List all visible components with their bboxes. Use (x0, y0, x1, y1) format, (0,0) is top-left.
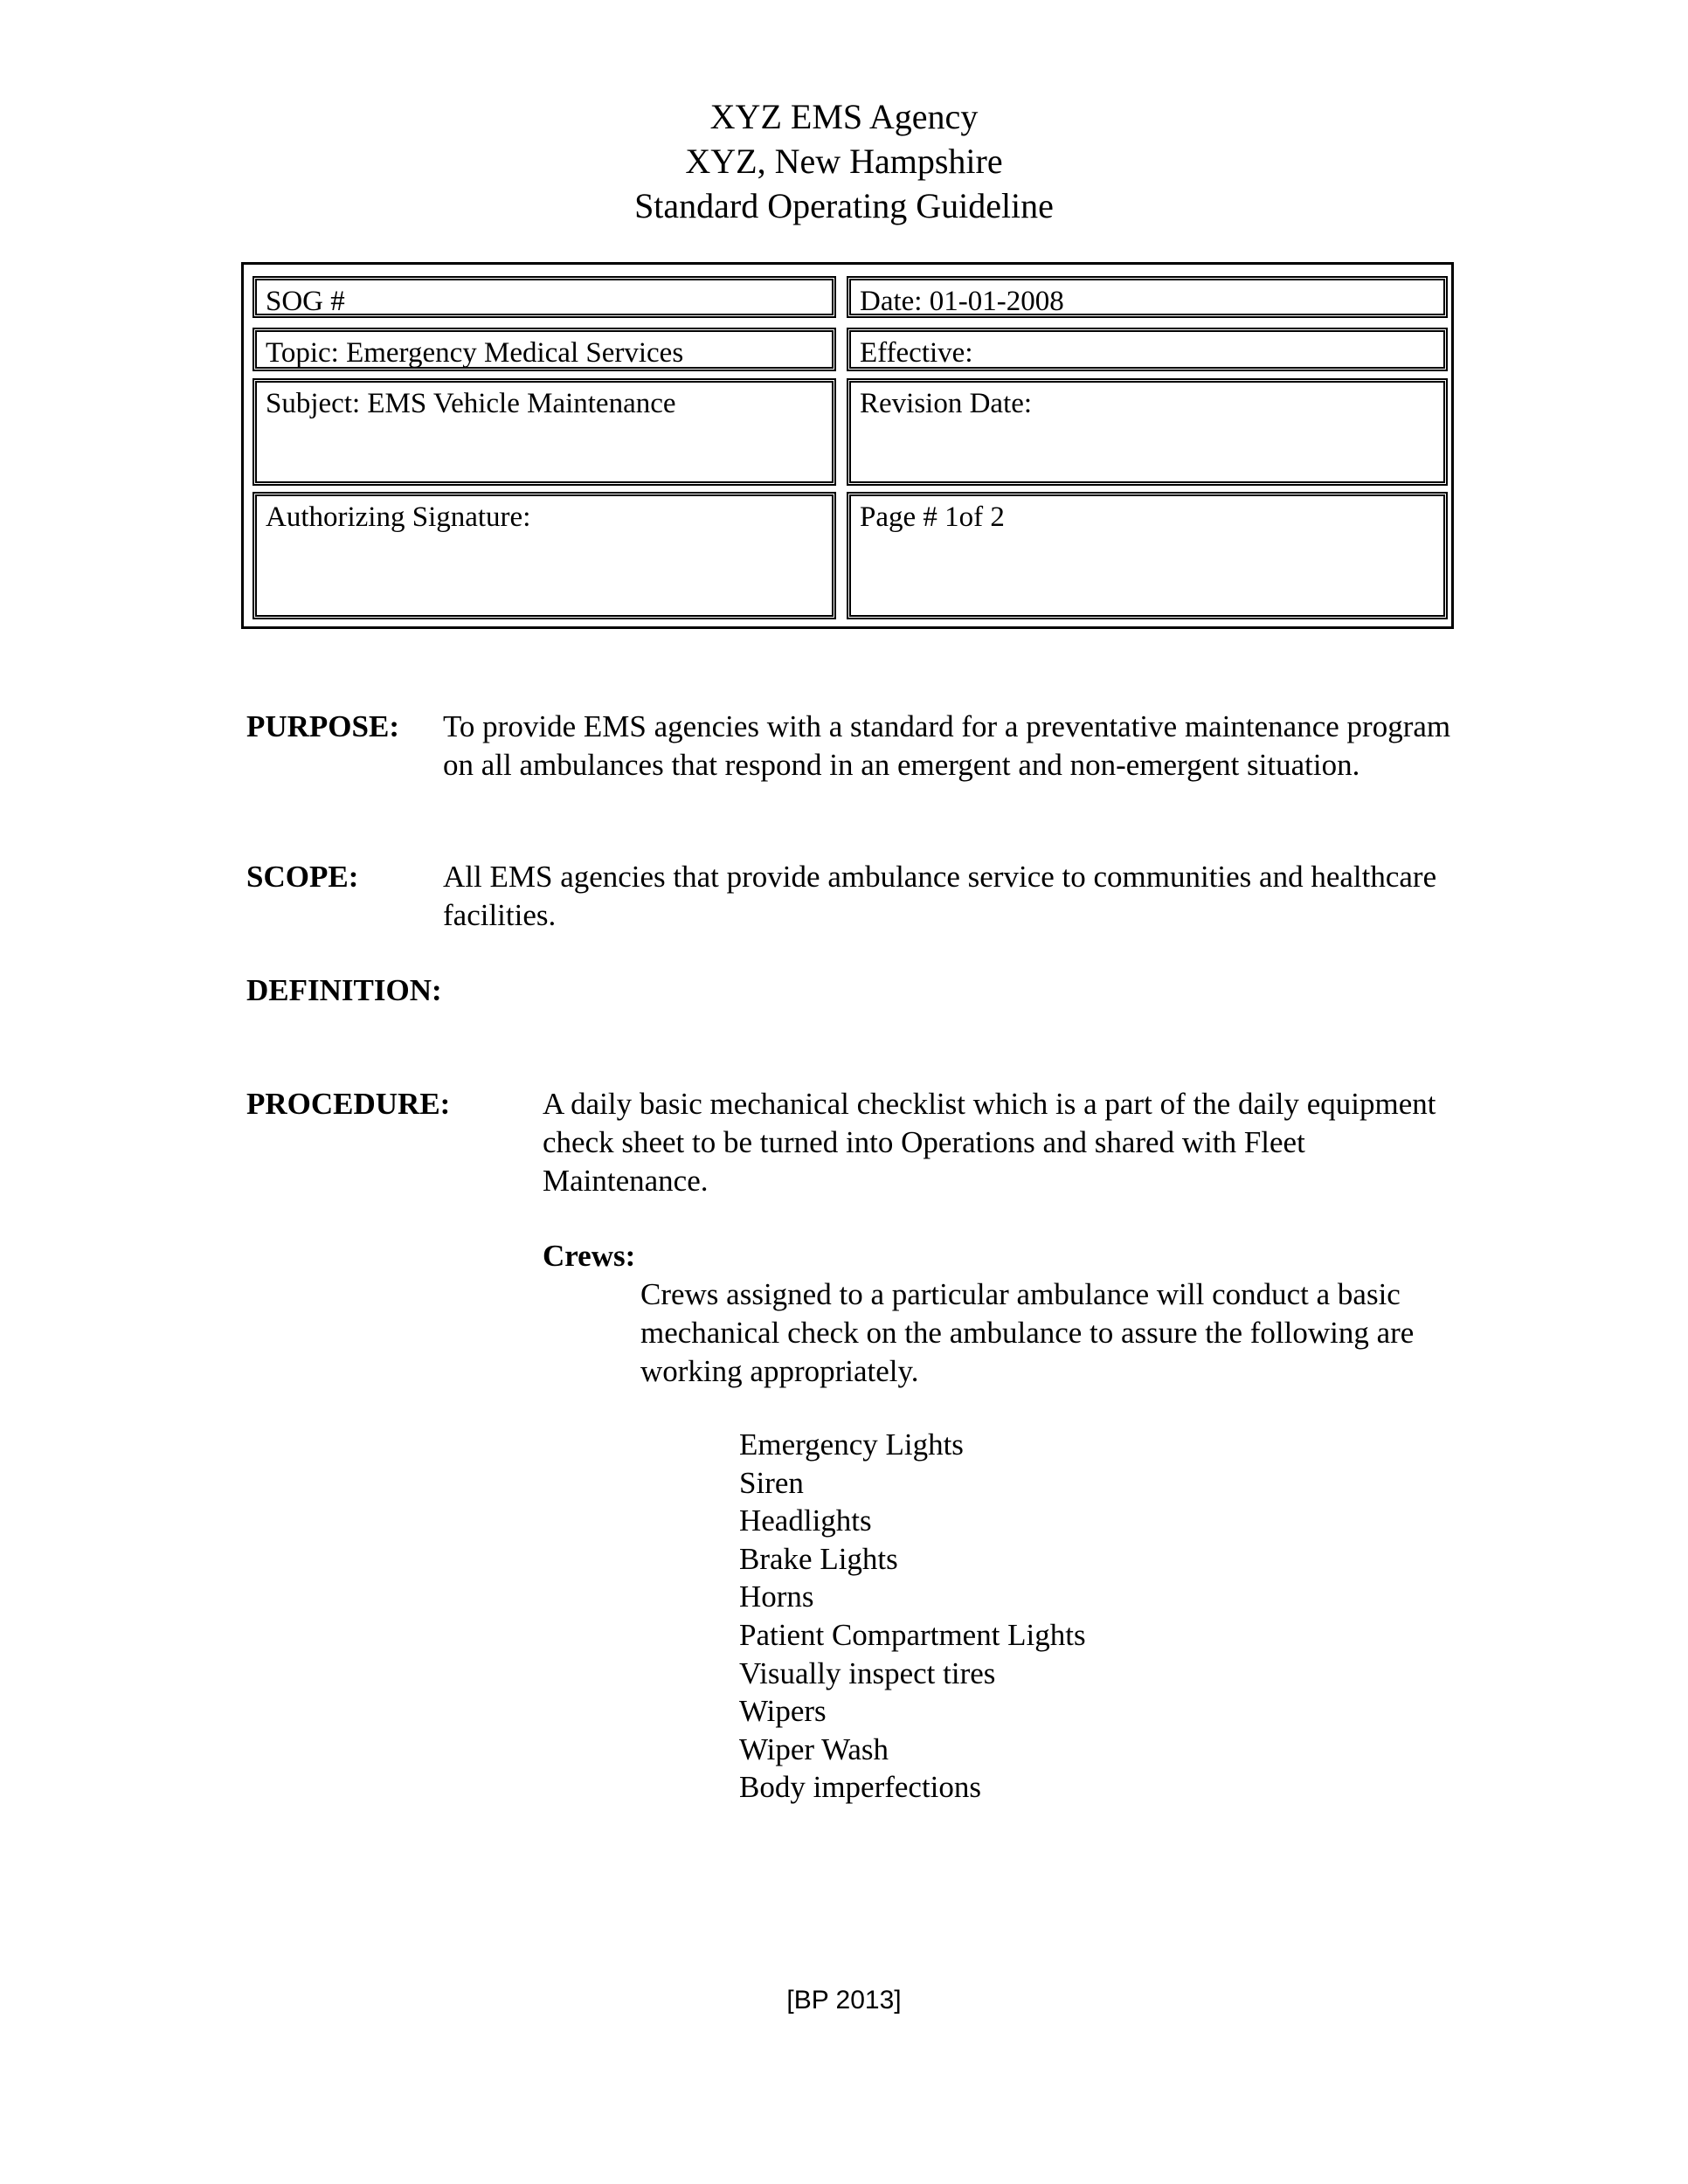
purpose-text: To provide EMS agencies with a standard for a preventative maintenance program on all ambulances that respond in an emergent and non-emergent situation. (443, 709, 1451, 782)
subject-cell: Subject: EMS Vehicle Maintenance (253, 378, 836, 486)
footer-note: [BP 2013] (786, 1986, 902, 2015)
list-item: Siren (739, 1465, 804, 1500)
list-item: Patient Compartment Lights (739, 1617, 1086, 1652)
revision-date-cell: Revision Date: (847, 378, 1448, 486)
list-item: Emergency Lights (739, 1427, 964, 1462)
scope-text: All EMS agencies that provide ambulance service to communities and healthcare facilities. (443, 860, 1437, 932)
topic-cell: Topic: Emergency Medical Services (253, 328, 836, 371)
date-cell: Date: 01-01-2008 (847, 276, 1448, 318)
list-item: Brake Lights (739, 1541, 898, 1576)
sog-number-cell: SOG # (253, 276, 836, 318)
effective-cell: Effective: (847, 328, 1448, 371)
list-item: Wipers (739, 1694, 827, 1729)
agency-name: XYZ EMS Agency (709, 97, 979, 136)
list-item: Headlights (739, 1503, 872, 1538)
purpose-label: PURPOSE: (246, 709, 399, 743)
procedure-text: A daily basic mechanical checklist which is a part of the daily equipment check sheet to be turned into Operations and shared with Fleet Maintenance. (543, 1087, 1436, 1198)
list-item: Body imperfections (739, 1770, 982, 1805)
mechanical-checklist (739, 1426, 1086, 1807)
list-item: Wiper Wash (739, 1731, 889, 1766)
definition-label: DEFINITION: (246, 973, 442, 1007)
crews-label: Crews: (543, 1239, 636, 1273)
page-number-cell: Page # 1of 2 (847, 492, 1448, 619)
agency-location: XYZ, New Hampshire (685, 142, 1003, 181)
list-item: Horns (739, 1579, 814, 1614)
procedure-label: PROCEDURE: (246, 1087, 451, 1121)
authorizing-signature-cell: Authorizing Signature: (253, 492, 836, 619)
sog-info-box (241, 262, 1454, 629)
document-header (0, 94, 1688, 228)
scope-label: SCOPE: (246, 860, 359, 894)
document-type: Standard Operating Guideline (634, 186, 1054, 225)
list-item: Visually inspect tires (739, 1655, 996, 1690)
crews-text: Crews assigned to a particular ambulance will conduct a basic mechanical check on the ambulance to assure the following are working appropriately. (640, 1277, 1415, 1388)
